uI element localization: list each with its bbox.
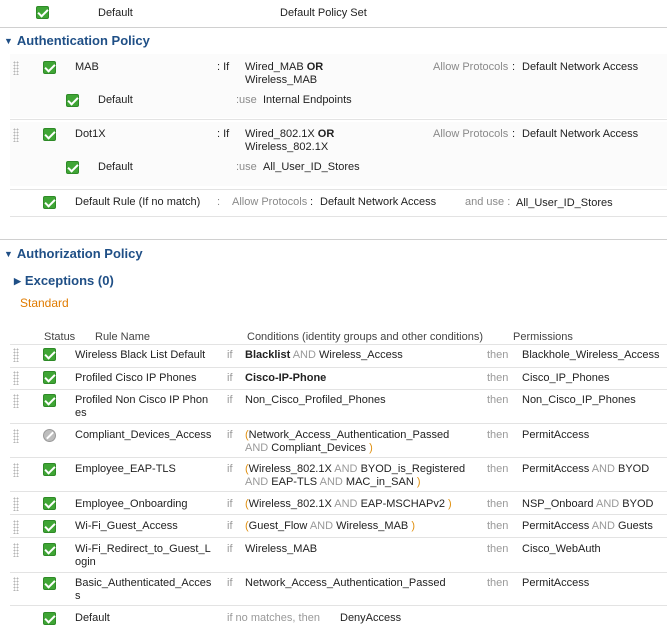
drag-handle-icon[interactable] bbox=[13, 429, 19, 443]
exceptions-toggle[interactable] bbox=[14, 273, 114, 288]
auth-condition[interactable]: Wireless_802.1X bbox=[245, 141, 329, 153]
separator: : bbox=[217, 196, 221, 208]
if-label: : If bbox=[217, 128, 230, 140]
permission[interactable]: PermitAccess AND Guests bbox=[522, 520, 653, 532]
collapse-triangle-icon: ▼ bbox=[4, 249, 13, 259]
condition[interactable]: (Wireless_802.1X AND EAP-MSCHAPv2 ) bbox=[245, 498, 452, 510]
checkbox-enabled-icon[interactable] bbox=[43, 348, 56, 361]
colon: : bbox=[310, 196, 314, 208]
if-keyword: if bbox=[227, 372, 233, 384]
checkbox-enabled-icon[interactable] bbox=[43, 196, 56, 209]
then-keyword: then bbox=[487, 543, 509, 555]
condition[interactable]: Network_Access_Authentication_Passed bbox=[245, 577, 446, 589]
auth-condition[interactable]: Wired_802.1X OR bbox=[245, 128, 335, 140]
allow-protocols-label: Allow Protocols bbox=[433, 128, 509, 140]
if-keyword: if bbox=[227, 577, 233, 589]
identity-source[interactable]: All_User_ID_Stores bbox=[263, 161, 360, 173]
col-header-conditions: Conditions (identity groups and other conditions) bbox=[247, 331, 484, 343]
if-keyword: if bbox=[227, 394, 233, 406]
checkbox-enabled-icon[interactable] bbox=[43, 371, 56, 384]
protocols-value[interactable]: Default Network Access bbox=[522, 61, 639, 73]
colon: : bbox=[512, 128, 516, 140]
permission[interactable]: Cisco_WebAuth bbox=[522, 543, 601, 555]
drag-handle-icon[interactable] bbox=[13, 128, 19, 142]
rule-name[interactable]: Wi-Fi_Guest_Access bbox=[75, 520, 178, 532]
divider bbox=[10, 537, 667, 538]
rule-name-wrap[interactable]: s bbox=[75, 590, 81, 602]
permission[interactable]: PermitAccess bbox=[522, 577, 590, 589]
divider bbox=[10, 457, 667, 458]
if-keyword: if bbox=[227, 349, 233, 361]
protocols-value[interactable]: Default Network Access bbox=[522, 128, 639, 140]
col-header-rule-name: Rule Name bbox=[95, 331, 151, 343]
divider bbox=[10, 423, 667, 424]
divider bbox=[10, 189, 667, 190]
if-keyword: if bbox=[227, 463, 233, 475]
identity-source[interactable]: Internal Endpoints bbox=[263, 94, 352, 106]
checkbox-enabled-icon[interactable] bbox=[66, 94, 79, 107]
top-row-value: Default Policy Set bbox=[280, 7, 367, 19]
colon: : bbox=[512, 61, 516, 73]
rule-name[interactable]: Profiled Non Cisco IP Phon bbox=[75, 394, 209, 406]
col-header-status: Status bbox=[44, 331, 76, 343]
drag-handle-icon[interactable] bbox=[13, 348, 19, 362]
checkbox-enabled-icon[interactable] bbox=[43, 520, 56, 533]
top-row-name: Default bbox=[98, 7, 133, 19]
auth-subrule-name[interactable]: Default bbox=[98, 94, 133, 106]
condition[interactable]: (Wireless_802.1X AND BYOD_is_Registered bbox=[245, 463, 466, 475]
rule-name-wrap[interactable]: es bbox=[75, 407, 87, 419]
then-keyword: then bbox=[487, 520, 509, 532]
divider bbox=[10, 491, 667, 492]
permission[interactable]: DenyAccess bbox=[340, 612, 402, 624]
drag-handle-icon[interactable] bbox=[13, 394, 19, 408]
rule-name[interactable]: Basic_Authenticated_Acces bbox=[75, 577, 212, 589]
condition[interactable]: Cisco-IP-Phone bbox=[245, 372, 327, 384]
use-label: :use bbox=[236, 94, 257, 106]
then-keyword: then bbox=[487, 463, 509, 475]
then-keyword: then bbox=[487, 429, 509, 441]
expand-triangle-icon: ▶ bbox=[14, 276, 21, 286]
condition[interactable]: (Guest_Flow AND Wireless_MAB ) bbox=[245, 520, 415, 532]
permission[interactable]: Non_Cisco_IP_Phones bbox=[522, 394, 636, 406]
checkbox-enabled-icon[interactable] bbox=[43, 612, 56, 625]
drag-handle-icon[interactable] bbox=[13, 463, 19, 477]
condition[interactable]: Non_Cisco_Profiled_Phones bbox=[245, 394, 386, 406]
condition[interactable]: Blacklist AND Wireless_Access bbox=[245, 349, 403, 361]
drag-handle-icon[interactable] bbox=[13, 61, 19, 75]
permission[interactable]: PermitAccess bbox=[522, 429, 590, 441]
allow-protocols-label: Allow Protocols bbox=[433, 61, 509, 73]
checkbox-enabled-icon[interactable] bbox=[43, 394, 56, 407]
auth-rule-name[interactable]: MAB bbox=[75, 61, 99, 73]
rule-name[interactable]: Default bbox=[75, 612, 110, 624]
protocols-value[interactable]: Default Network Access bbox=[320, 196, 437, 208]
auth-policy-header[interactable] bbox=[4, 33, 150, 48]
divider bbox=[0, 27, 667, 28]
identity-source[interactable]: All_User_ID_Stores bbox=[516, 197, 613, 209]
permission[interactable]: PermitAccess AND BYOD bbox=[522, 463, 650, 475]
rule-name[interactable]: Compliant_Devices_Access bbox=[75, 429, 212, 441]
then-keyword: then bbox=[487, 394, 509, 406]
if-keyword: if bbox=[227, 520, 233, 532]
divider bbox=[10, 216, 667, 217]
permission[interactable]: NSP_Onboard AND BYOD bbox=[522, 498, 654, 510]
rule-name[interactable]: Employee_EAP-TLS bbox=[75, 463, 176, 475]
then-keyword: then bbox=[487, 349, 509, 361]
then-keyword: then bbox=[487, 577, 509, 589]
checkbox-enabled-icon[interactable] bbox=[43, 497, 56, 510]
allow-protocols-label: Allow Protocols bbox=[232, 196, 308, 208]
auth-policy-title: Authentication Policy bbox=[16, 33, 150, 48]
checkbox-enabled-icon[interactable] bbox=[43, 463, 56, 476]
condition[interactable]: AND Compliant_Devices ) bbox=[245, 442, 373, 454]
exceptions-label: Exceptions (0) bbox=[24, 273, 114, 288]
rule-name[interactable]: Wi-Fi_Redirect_to_Guest_L bbox=[75, 543, 211, 555]
rule-name[interactable]: Profiled Cisco IP Phones bbox=[75, 372, 197, 384]
if-keyword: if bbox=[227, 498, 233, 510]
checkbox-enabled-icon[interactable] bbox=[43, 61, 56, 74]
then-keyword: then bbox=[487, 498, 509, 510]
divider bbox=[10, 605, 667, 606]
permission[interactable]: Cisco_IP_Phones bbox=[522, 372, 610, 384]
authz-policy-header[interactable] bbox=[4, 246, 143, 261]
auth-subrule-name[interactable]: Default bbox=[98, 161, 133, 173]
then-keyword: then bbox=[487, 372, 509, 384]
collapse-triangle-icon: ▼ bbox=[4, 36, 13, 46]
divider bbox=[10, 367, 667, 368]
divider bbox=[10, 344, 667, 345]
checkbox-enabled-icon[interactable] bbox=[36, 6, 49, 19]
checkbox-enabled-icon[interactable] bbox=[43, 543, 56, 556]
and-use-label: and use : bbox=[465, 196, 511, 208]
authz-policy-title: Authorization Policy bbox=[16, 246, 143, 261]
checkbox-enabled-icon[interactable] bbox=[66, 161, 79, 174]
drag-handle-icon[interactable] bbox=[13, 497, 19, 511]
default-rule-name[interactable]: Default Rule (If no match) bbox=[75, 196, 201, 208]
drag-handle-icon[interactable] bbox=[13, 520, 19, 534]
col-header-permissions: Permissions bbox=[513, 331, 573, 343]
if-label: : If bbox=[217, 61, 230, 73]
drag-handle-icon[interactable] bbox=[13, 543, 19, 557]
condition[interactable]: Wireless_MAB bbox=[245, 543, 318, 555]
auth-rule-name[interactable]: Dot1X bbox=[75, 128, 106, 140]
checkbox-enabled-icon[interactable] bbox=[43, 128, 56, 141]
divider bbox=[10, 514, 667, 515]
use-label: :use bbox=[236, 161, 257, 173]
checkbox-enabled-icon[interactable] bbox=[43, 577, 56, 590]
if-keyword: if bbox=[227, 543, 233, 555]
divider bbox=[10, 119, 667, 120]
rule-name-wrap[interactable]: ogin bbox=[75, 556, 96, 568]
divider bbox=[0, 239, 667, 240]
auth-condition[interactable]: Wired_MAB OR bbox=[245, 61, 324, 73]
divider bbox=[10, 572, 667, 573]
permission[interactable]: Blackhole_Wireless_Access bbox=[522, 349, 660, 361]
auth-condition[interactable]: Wireless_MAB bbox=[245, 74, 318, 86]
condition[interactable]: (Network_Access_Authentication_Passed bbox=[245, 429, 450, 441]
disabled-status-icon[interactable] bbox=[43, 429, 56, 442]
drag-handle-icon[interactable] bbox=[13, 577, 19, 591]
drag-handle-icon[interactable] bbox=[13, 371, 19, 385]
rule-name[interactable]: Wireless Black List Default bbox=[75, 349, 206, 361]
standard-label: Standard bbox=[20, 296, 69, 310]
divider bbox=[10, 389, 667, 390]
if-keyword: if bbox=[227, 429, 233, 441]
rule-name[interactable]: Employee_Onboarding bbox=[75, 498, 188, 510]
condition[interactable]: AND EAP-TLS AND MAC_in_SAN ) bbox=[245, 476, 421, 488]
default-condition-text: if no matches, then bbox=[227, 612, 320, 624]
